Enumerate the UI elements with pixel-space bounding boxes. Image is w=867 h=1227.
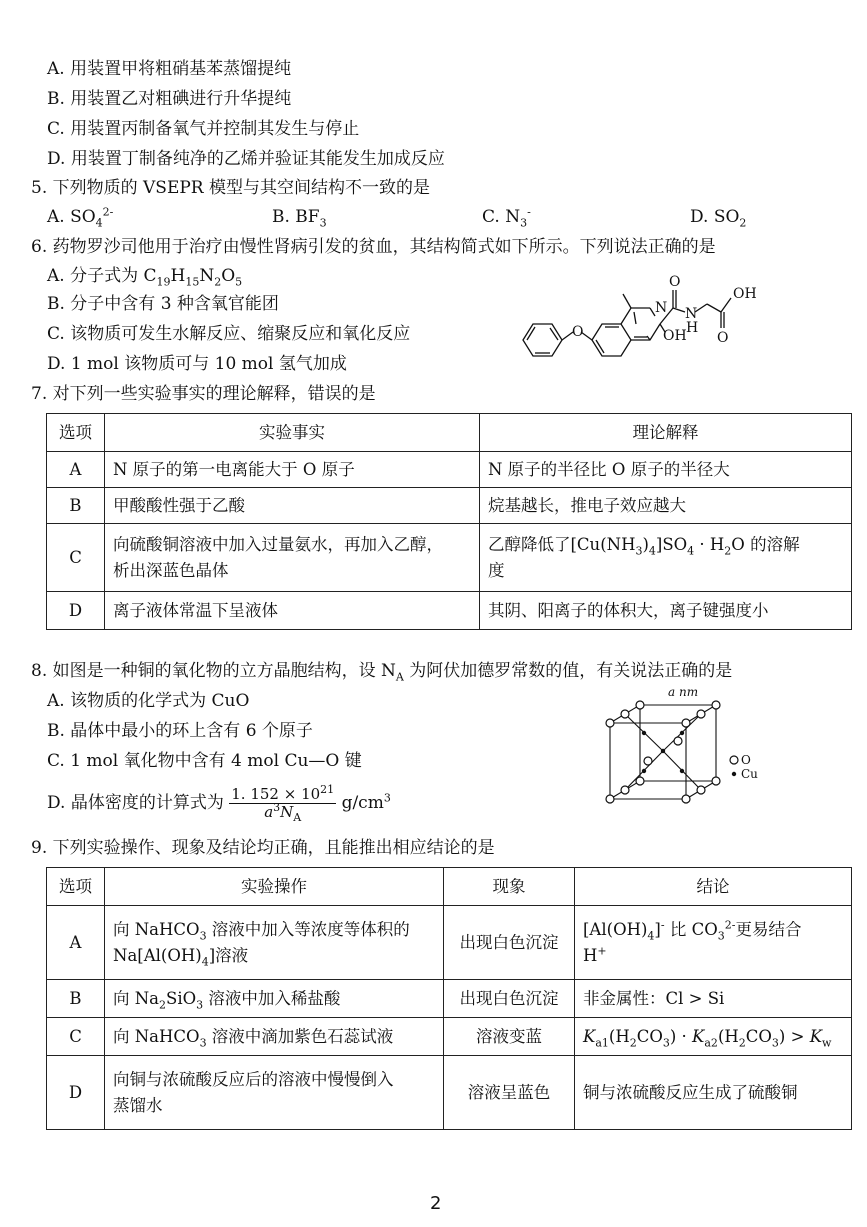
q9-row-b-conclusion: 非金属性：Cl > Si [575, 980, 852, 1018]
table-row [47, 980, 852, 1018]
table-row [47, 906, 852, 980]
q9-row-a-phenomenon: 出现白色沉淀 [444, 906, 575, 980]
cell-edge-label: a nm [668, 685, 699, 699]
density-fraction: $\frac{1. 152 \times 10^{21}}{a^3N_A}$ [231, 783, 335, 824]
legend-copper: Cu [741, 767, 758, 781]
q5-option-d: D. $SO_2$ [690, 207, 747, 230]
amide-nitrogen-label: N [685, 306, 698, 322]
q4-option-b: B. 用装置乙对粗碘进行升华提纯 [47, 89, 292, 109]
q9-row-a-option: A [47, 906, 105, 980]
q6-option-a: A. 分子式为 $C_{19}H_{15}N_2O_5$ [47, 266, 243, 289]
q9-row-d-conclusion: 铜与浓硫酸反应生成了硫酸铜 [575, 1056, 852, 1130]
q9-header-option: 选项 [47, 868, 105, 906]
table-row [47, 452, 852, 488]
q5-stem: 5. 下列物质的 VSEPR 模型与其空间结构不一致的是 [31, 178, 431, 198]
q9-row-a-conclusion: $[Al(OH)_4]^-$ 比 $CO_3^{2-}$更易结合 H+ [575, 906, 852, 980]
legend-oxygen: O [741, 753, 751, 767]
q8-option-d: D. 晶体密度的计算式为 $\frac{1. 152 \times 10^{21}}{a^3N_A}$ $g/cm^3$ [47, 783, 391, 824]
q8-option-c: C. 1 mol 氧化物中含有 4 mol Cu—O 键 [47, 751, 362, 771]
roxadustat-structure-diagram [515, 262, 805, 370]
q5-option-a: A. $SO_4^{2-}$ [47, 205, 114, 230]
q7-row-b-option: B [47, 488, 105, 524]
q7-row-d-option: D [47, 592, 105, 630]
table-row [47, 1018, 852, 1056]
q4-option-c: C. 用装置丙制备氧气并控制其发生与停止 [47, 119, 360, 139]
q6-option-b: B. 分子中含有 3 种含氧官能团 [47, 294, 279, 314]
q9-header-conclusion: 结论 [575, 868, 852, 906]
q6-option-d: D. 1 mol 该物质可与 10 mol 氢气加成 [47, 354, 347, 374]
q9-table [46, 867, 852, 1130]
q9-row-a-operation: 向 NaHCO$_3$ 溶液中加入等浓度等体积的 $Na[Al(OH)_4]$溶液 [105, 906, 444, 980]
table-row [47, 592, 852, 630]
table-row [47, 488, 852, 524]
q9-header-operation: 实验操作 [105, 868, 444, 906]
q9-row-d-phenomenon: 溶液呈蓝色 [444, 1056, 575, 1130]
q7-row-a-reason: N 原子的半径比 O 原子的半径大 [480, 452, 852, 488]
q7-row-c-fact: 向硫酸铜溶液中加入过量氨水，再加入乙醇， 析出深蓝色晶体 [105, 524, 480, 592]
carbonyl-oxygen-label: O [669, 274, 681, 290]
q4-option-a: A. 用装置甲将粗硝基苯蒸馏提纯 [47, 59, 292, 79]
crystal-cell-diagram [598, 683, 773, 806]
q9-stem: 9. 下列实验操作、现象及结论均正确，且能推出相应结论的是 [31, 838, 495, 858]
ether-oxygen-label: O [572, 324, 584, 340]
q9-row-c-phenomenon: 溶液变蓝 [444, 1018, 575, 1056]
q7-row-d-reason: 其阴、阳离子的体积大，离子键强度小 [480, 592, 852, 630]
carboxyl-oxygen-label: O [717, 330, 729, 346]
q7-header-reason: 理论解释 [480, 414, 852, 452]
q8-stem: 8. 如图是一种铜的氧化物的立方晶胞结构，设 $N_A$ 为阿伏加德罗常数的值，有关说法正确的是 [31, 661, 733, 684]
q7-header-fact: 实验事实 [105, 414, 480, 452]
q7-row-b-fact: 甲酸酸性强于乙酸 [105, 488, 480, 524]
q9-row-c-option: C [47, 1018, 105, 1056]
q5-option-b: B. $BF_3$ [272, 207, 327, 230]
amide-hydrogen-label: H [686, 320, 699, 336]
q6-option-c: C. 该物质可发生水解反应、缩聚反应和氧化反应 [47, 324, 411, 344]
q7-row-b-reason: 烷基越长，推电子效应越大 [480, 488, 852, 524]
q9-row-d-option: D [47, 1056, 105, 1130]
q9-row-b-operation: 向 $Na_2SiO_3$ 溶液中加入稀盐酸 [105, 980, 444, 1018]
q7-row-c-option: C [47, 524, 105, 592]
ring-nitrogen-label: N [655, 300, 668, 316]
table-row [47, 1056, 852, 1130]
carboxyl-oh-label: OH [733, 286, 757, 302]
hydroxyl-label: OH [663, 328, 687, 344]
q7-table [46, 413, 852, 630]
q8-option-a: A. 该物质的化学式为 CuO [47, 691, 250, 711]
q8-option-b: B. 晶体中最小的环上含有 6 个原子 [47, 721, 313, 741]
q9-row-c-operation: 向 NaHCO$_3$ 溶液中滴加紫色石蕊试液 [105, 1018, 444, 1056]
q7-stem: 7. 对下列一些实验事实的理论解释，错误的是 [31, 384, 376, 404]
q7-row-d-fact: 离子液体常温下呈液体 [105, 592, 480, 630]
q7-header-option: 选项 [47, 414, 105, 452]
q5-option-c: C. $N_3^-$ [482, 205, 531, 230]
q9-row-c-conclusion: $K_{a1}(H_2CO_3) \cdot K_{a2}(H_2CO_3) > K_w$ [575, 1018, 852, 1056]
q7-row-a-option: A [47, 452, 105, 488]
q9-row-d-operation: 向铜与浓硫酸反应后的溶液中慢慢倒入 蒸馏水 [105, 1056, 444, 1130]
q9-header-phenomenon: 现象 [444, 868, 575, 906]
table-row [47, 524, 852, 592]
q9-row-b-phenomenon: 出现白色沉淀 [444, 980, 575, 1018]
page-number: 2 [430, 1193, 442, 1214]
q4-option-d: D. 用装置丁制备纯净的乙烯并验证其能发生加成反应 [47, 149, 445, 169]
q7-row-a-fact: N 原子的第一电离能大于 O 原子 [105, 452, 480, 488]
q6-stem: 6. 药物罗沙司他用于治疗由慢性肾病引发的贫血，其结构简式如下所示。下列说法正确的是 [31, 237, 716, 257]
q9-row-b-option: B [47, 980, 105, 1018]
q7-row-c-reason: 乙醇降低了$[Cu(NH_3)_4]SO_4 \cdot H_2O$ 的溶解 度 [480, 524, 852, 592]
